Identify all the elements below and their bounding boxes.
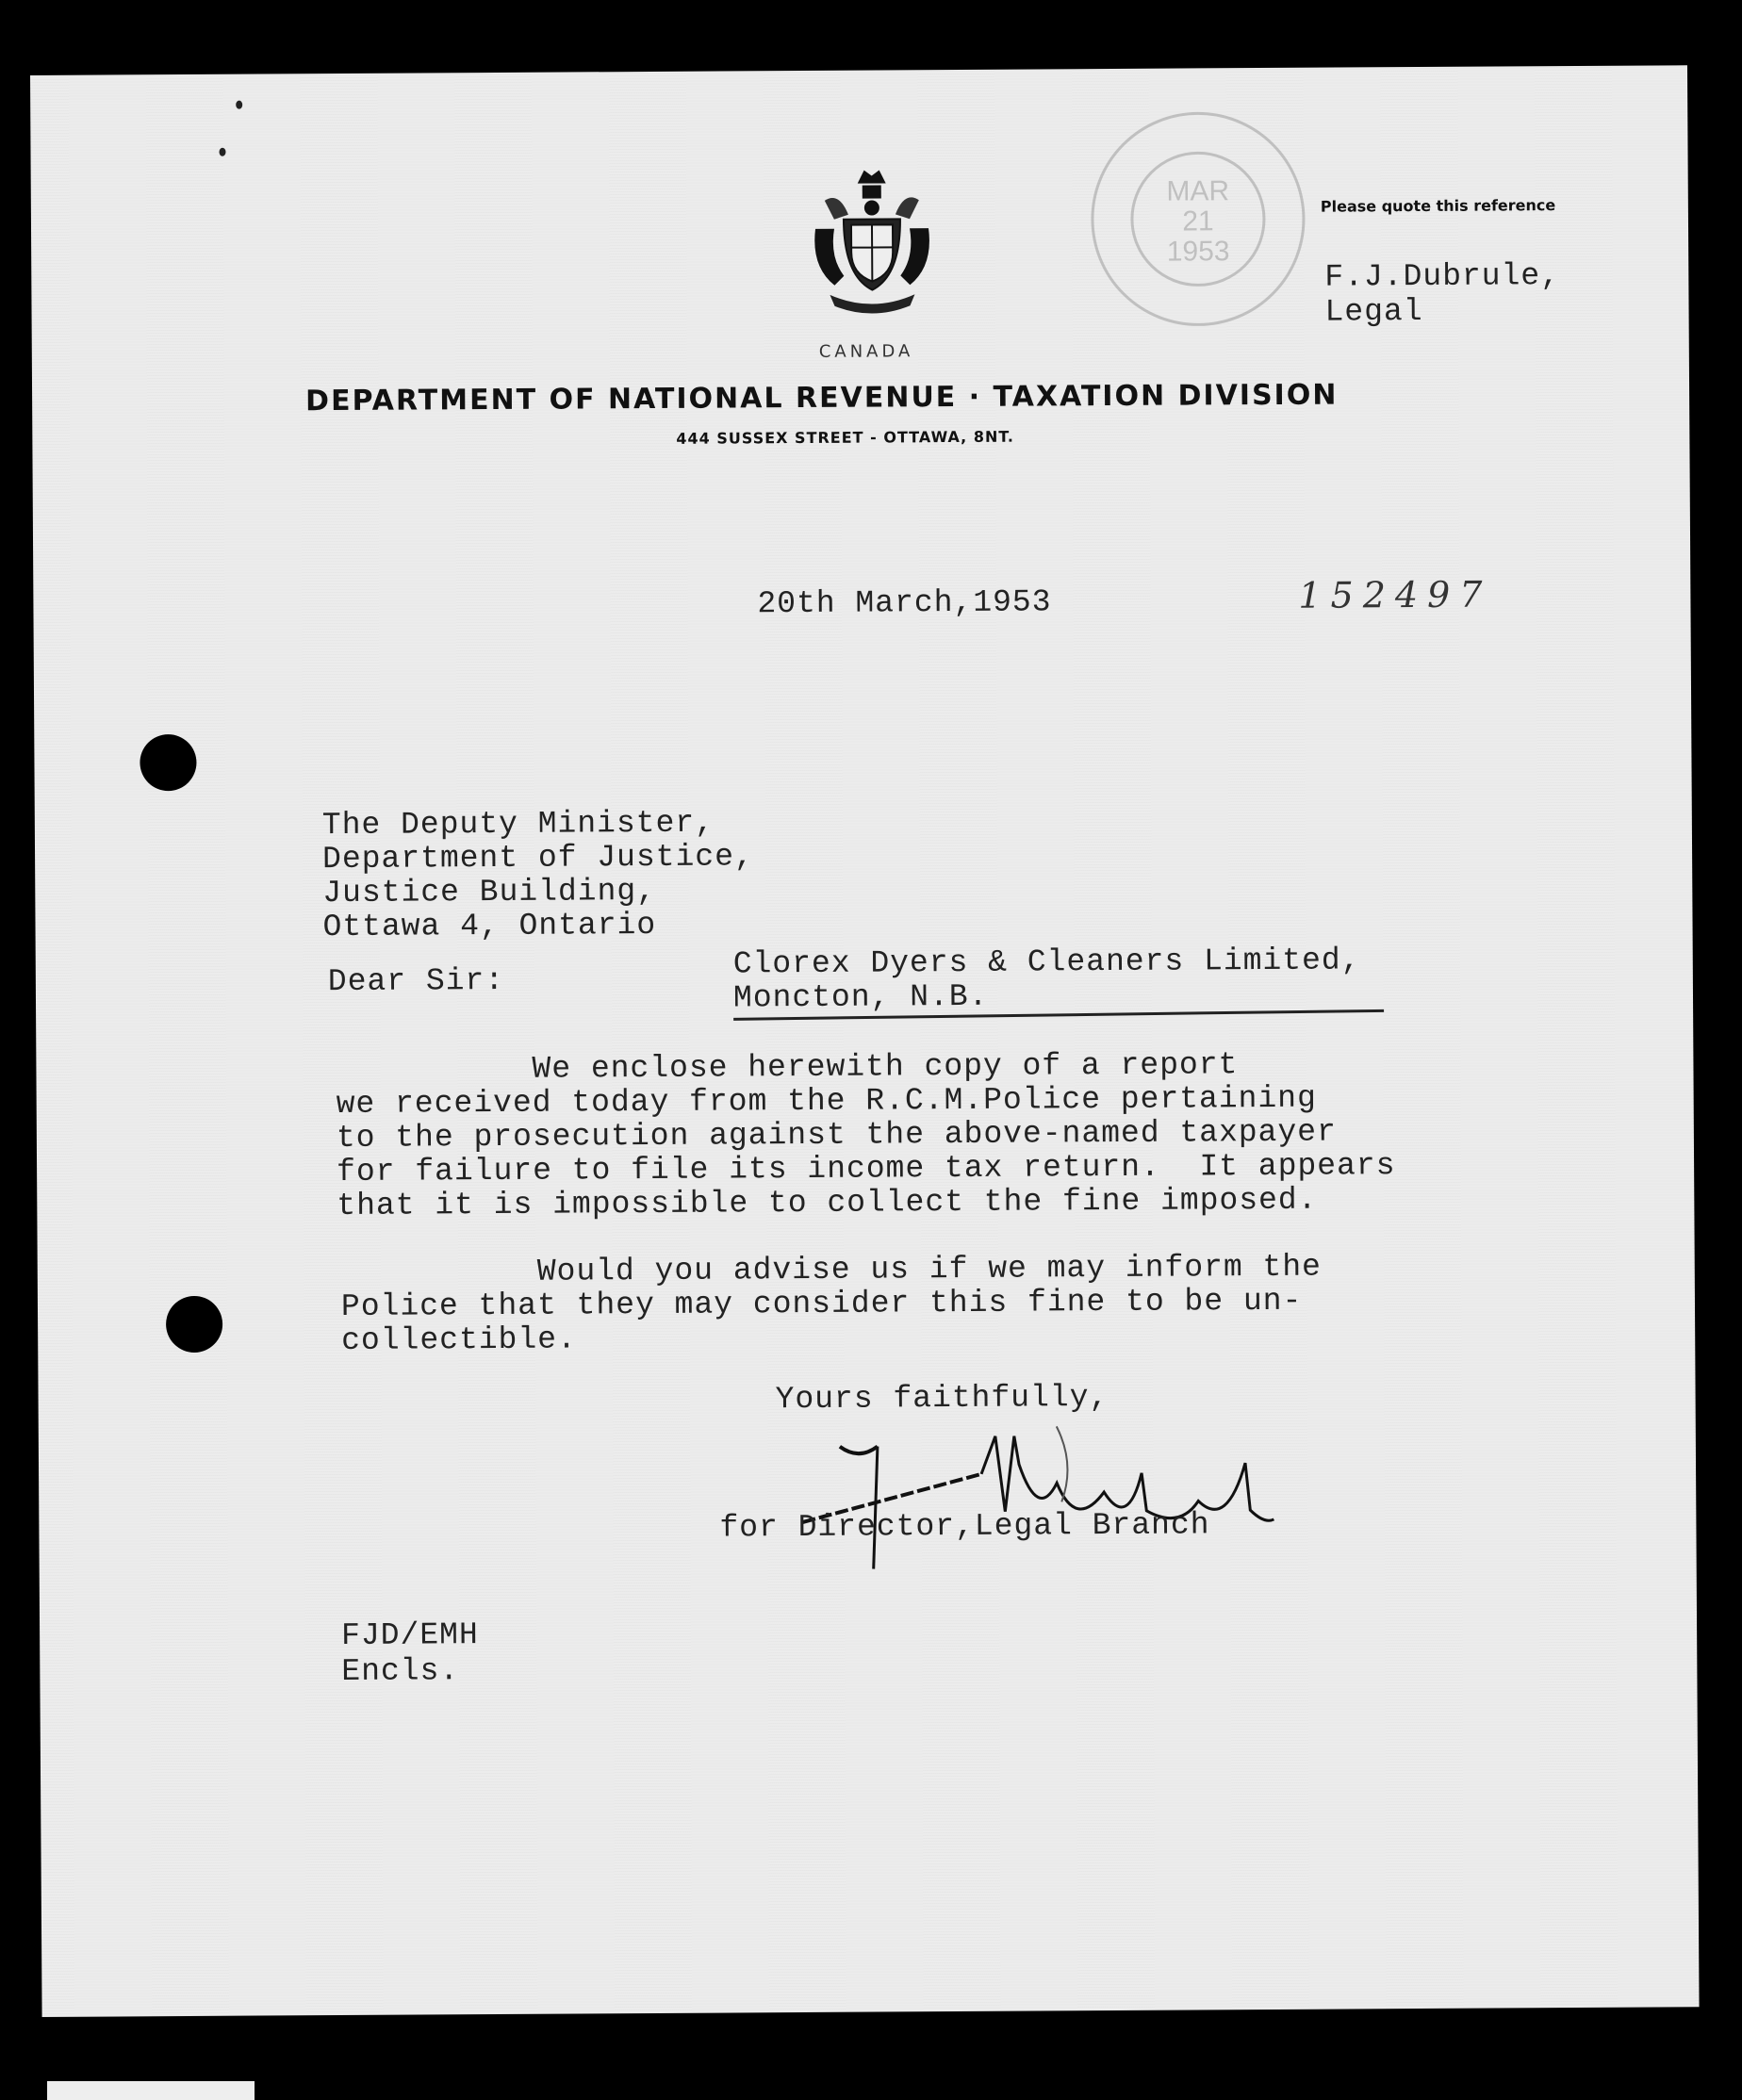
ink-speck	[236, 101, 242, 109]
punch-hole-top	[140, 734, 196, 791]
stamp-month: MAR	[1166, 175, 1230, 207]
recipient-line: The Deputy Minister,	[321, 805, 715, 844]
recipient-address	[322, 806, 755, 944]
coat-of-arms-icon	[806, 162, 939, 323]
stamp-day: 21	[1182, 205, 1214, 238]
enclosures-note: Encls.	[341, 1653, 460, 1690]
body-line: we received today from the R.C.M.Police pertaining	[336, 1080, 1317, 1123]
recipient-line: Department of Justice,	[321, 839, 754, 878]
typist-initials: FJD/EMH	[341, 1617, 479, 1654]
reference-department: Legal	[1324, 293, 1423, 330]
country-label: CANADA	[818, 341, 914, 362]
recipient-line: Justice Building,	[322, 873, 657, 911]
reference-name: F.J.Dubrule,	[1324, 258, 1561, 295]
punch-hole-bottom	[166, 1296, 222, 1353]
recipient-line: Ottawa 4, Ontario	[322, 907, 657, 945]
letter-page	[30, 65, 1700, 2017]
subject-line-2: Moncton, N.B.	[732, 978, 989, 1016]
body-line: Police that they may consider this fine to be un-	[340, 1283, 1303, 1325]
body-paragraph-2	[341, 1251, 1323, 1358]
handwritten-file-number: 152497	[1298, 573, 1492, 616]
body-line: Would you advise us if we may inform the	[340, 1249, 1323, 1291]
ink-speck	[219, 148, 225, 156]
body-line: We enclose herewith copy of a report	[336, 1047, 1239, 1089]
stamp-year: 1953	[1166, 236, 1230, 268]
quote-reference-label: Please quote this reference	[1320, 196, 1556, 216]
signature-title: for Director,Legal Branch	[719, 1507, 1210, 1546]
subject-line-1: Clorex Dyers & Cleaners Limited,	[732, 943, 1361, 982]
body-line: that it is impossible to collect the fine imposed.	[337, 1182, 1318, 1224]
closing: Yours faithfully,	[775, 1380, 1109, 1418]
body-paragraph-1	[336, 1047, 1395, 1223]
salutation: Dear Sir:	[327, 962, 505, 1000]
body-line: to the prosecution against the above-named taxpayer	[336, 1114, 1337, 1157]
handwritten-signature	[802, 1405, 1406, 1579]
received-date-stamp	[1084, 106, 1311, 333]
department-heading: DEPARTMENT OF NATIONAL REVENUE · TAXATION DIVISION	[305, 378, 1339, 418]
letter-date: 20th March,1953	[757, 584, 1052, 622]
body-line: collectible.	[341, 1321, 577, 1359]
body-line: for failure to file its income tax return. It appears	[337, 1148, 1396, 1190]
scan-edge-tab	[47, 2081, 255, 2100]
department-address: 444 SUSSEX STREET - OTTAWA, 8NT.	[676, 427, 1014, 448]
